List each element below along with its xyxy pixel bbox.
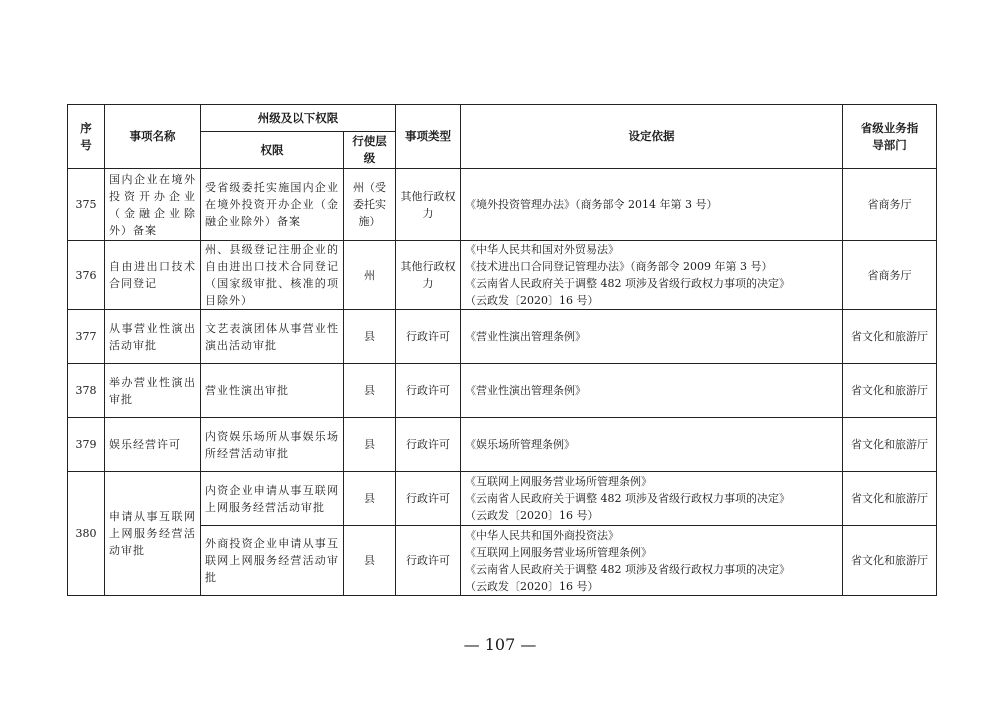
item-name-cell: 从事营业性演出活动审批 xyxy=(105,310,201,364)
item-name-cell: 申请从事互联网上网服务经营活动审批 xyxy=(105,472,201,596)
basis-cell xyxy=(461,169,843,241)
seq-cell: 377 xyxy=(68,310,105,364)
authority-cell: 受省级委托实施国内企业在境外投资开办企业（金融企业除外）备案 xyxy=(201,169,344,241)
dept-cell: 省文化和旅游厅 xyxy=(843,418,937,472)
authority-cell: 文艺表演团体从事营业性演出活动审批 xyxy=(201,310,344,364)
seq-cell: 380 xyxy=(68,472,105,596)
basis-line: （云政发〔2020〕16 号） xyxy=(465,579,599,593)
dept-cell: 省文化和旅游厅 xyxy=(843,364,937,418)
authority-table xyxy=(67,104,937,596)
seq-cell: 379 xyxy=(68,418,105,472)
type-cell: 行政许可 xyxy=(396,418,461,472)
basis-cell xyxy=(461,418,843,472)
type-cell: 行政许可 xyxy=(396,364,461,418)
table-row xyxy=(68,364,937,418)
dept-cell: 省文化和旅游厅 xyxy=(843,310,937,364)
authority-cell: 州、县级登记注册企业的自由进出口技术合同登记（国家级审批、核准的项目除外） xyxy=(201,241,344,310)
dept-cell: 省文化和旅游厅 xyxy=(843,472,937,526)
basis-cell xyxy=(461,364,843,418)
item-name-cell: 举办营业性演出审批 xyxy=(105,364,201,418)
basis-line: 《云南省人民政府关于调整 482 项涉及省级行政权力事项的决定》 xyxy=(465,492,790,505)
authority-cell: 内资娱乐场所从事娱乐场所经营活动审批 xyxy=(201,418,344,472)
basis-line: 《云南省人民政府关于调整 482 项涉及省级行政权力事项的决定》 xyxy=(465,562,790,576)
table-row xyxy=(68,169,937,241)
level-cell: 县 xyxy=(344,526,396,596)
type-cell: 行政许可 xyxy=(396,526,461,596)
basis-line: 《技术进出口合同登记管理办法》（商务部令 2009 年第 3 号） xyxy=(465,260,773,273)
seq-cell: 378 xyxy=(68,364,105,418)
item-name-cell: 娱乐经营许可 xyxy=(105,418,201,472)
header-item-name: 事项名称 xyxy=(105,105,201,169)
authority-cell: 内资企业申请从事互联网上网服务经营活动审批 xyxy=(201,472,344,526)
level-cell: 州（受委托实施） xyxy=(344,169,396,241)
authority-cell: 外商投资企业申请从事互联网上网服务经营活动审批 xyxy=(201,526,344,596)
header-authority: 权限 xyxy=(201,132,344,169)
basis-line: （云政发〔2020〕16 号） xyxy=(465,509,599,522)
basis-line: 《娱乐场所管理条例》 xyxy=(465,438,575,451)
level-cell: 县 xyxy=(344,418,396,472)
header-dept: 省级业务指导部门 xyxy=(843,105,937,169)
page-number: — 107 — xyxy=(463,635,537,654)
item-name-cell: 自由进出口技术合同登记 xyxy=(105,241,201,310)
header-level: 行使层级 xyxy=(344,132,396,169)
item-name-cell: 国内企业在境外投资开办企业（金融企业除外）备案 xyxy=(105,169,201,241)
table-row xyxy=(68,310,937,364)
basis-line: （云政发〔2020〕16 号） xyxy=(465,294,599,307)
dept-cell: 省商务厅 xyxy=(843,241,937,310)
seq-cell: 375 xyxy=(68,169,105,241)
seq-cell: 376 xyxy=(68,241,105,310)
authority-cell: 营业性演出审批 xyxy=(201,364,344,418)
type-cell: 行政许可 xyxy=(396,310,461,364)
level-cell: 州 xyxy=(344,241,396,310)
basis-line: 《互联网上网服务营业场所管理条例》 xyxy=(465,475,652,488)
basis-line: 《互联网上网服务营业场所管理条例》 xyxy=(465,545,652,559)
type-cell: 其他行政权力 xyxy=(396,169,461,241)
basis-line: 《中华人民共和国外商投资法》 xyxy=(465,528,619,542)
header-authority-group: 州级及以下权限 xyxy=(201,105,396,132)
basis-line: 《营业性演出管理条例》 xyxy=(465,330,586,343)
header-seq: 序号 xyxy=(68,105,105,169)
basis-line: 《营业性演出管理条例》 xyxy=(465,384,586,397)
level-cell: 县 xyxy=(344,472,396,526)
table-row xyxy=(68,241,937,310)
basis-cell xyxy=(461,472,843,526)
type-cell: 其他行政权力 xyxy=(396,241,461,310)
dept-cell: 省文化和旅游厅 xyxy=(843,526,937,596)
basis-cell xyxy=(461,526,843,596)
type-cell: 行政许可 xyxy=(396,472,461,526)
table-row xyxy=(68,472,937,526)
header-basis: 设定依据 xyxy=(461,105,843,169)
dept-cell: 省商务厅 xyxy=(843,169,937,241)
header-item-type: 事项类型 xyxy=(396,105,461,169)
basis-line: 《中华人民共和国对外贸易法》 xyxy=(465,243,619,256)
basis-line: 《境外投资管理办法》（商务部令 2014 年第 3 号） xyxy=(465,198,718,211)
table-body xyxy=(68,169,937,596)
level-cell: 县 xyxy=(344,364,396,418)
table-row xyxy=(68,418,937,472)
basis-line: 《云南省人民政府关于调整 482 项涉及省级行政权力事项的决定》 xyxy=(465,277,790,290)
basis-cell xyxy=(461,310,843,364)
basis-cell xyxy=(461,241,843,310)
level-cell: 县 xyxy=(344,310,396,364)
